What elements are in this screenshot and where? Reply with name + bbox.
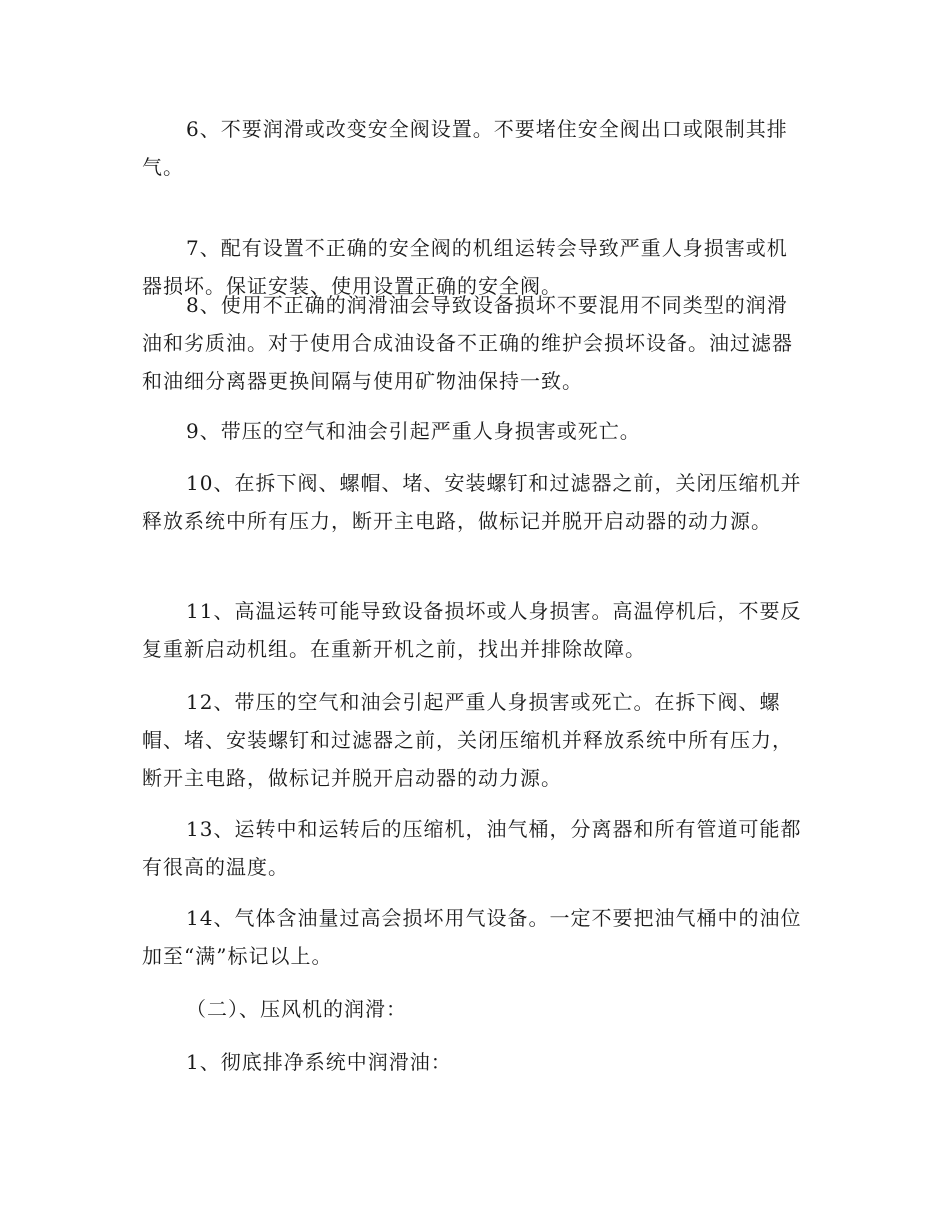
paragraph-item-drain-oil: 1、彻底排净系统中润滑油： bbox=[186, 1050, 452, 1074]
paragraph-item-7: 7、配有设置不正确的安全阀的机组运转会导致严重人身损害或机器损坏。保证安装、使用设置正确的安全阀。 bbox=[142, 236, 788, 298]
paragraph-item-10: 10、在拆下阀、螺帽、堵、安装螺钉和过滤器之前，关闭压缩机并释放系统中所有压力，断开主电路，做标记并脱开启动器的动力源。 bbox=[142, 471, 802, 533]
paragraph-item-12: 12、带压的空气和油会引起严重人身损害或死亡。在拆下阀、螺帽、堵、安装螺钉和过滤器之前，关闭压缩机并释放系统中所有压力，断开主电路，做标记并脱开启动器的动力源。 bbox=[142, 690, 793, 790]
section-heading-lubrication: （二）、压风机的润滑： bbox=[186, 997, 407, 1021]
paragraph-item-9: 9、带压的空气和油会引起严重人身损害或死亡。 bbox=[186, 419, 641, 443]
paragraph-item-13: 13、运转中和运转后的压缩机，油气桶，分离器和所有管道可能都有很高的温度。 bbox=[142, 817, 802, 879]
paragraph-item-14: 14、气体含油量过高会损坏用气设备。一定不要把油气桶中的油位加至“满”标记以上。 bbox=[142, 906, 802, 968]
paragraph-item-11: 11、高温运转可能导致设备损坏或人身损害。高温停机后，不要反复重新启动机组。在重新开机之前，找出并排除故障。 bbox=[142, 599, 802, 661]
paragraph-item-6: 6、不要润滑或改变安全阀设置。不要堵住安全阀出口或限制其排气。 bbox=[142, 117, 788, 179]
paragraph-item-8: 8、使用不正确的润滑油会导致设备损坏不要混用不同类型的润滑油和劣质油。对于使用合成油设备不正确的维护会损坏设备。油过滤器和油细分离器更换间隔与使用矿物油保持一致。 bbox=[142, 293, 793, 393]
